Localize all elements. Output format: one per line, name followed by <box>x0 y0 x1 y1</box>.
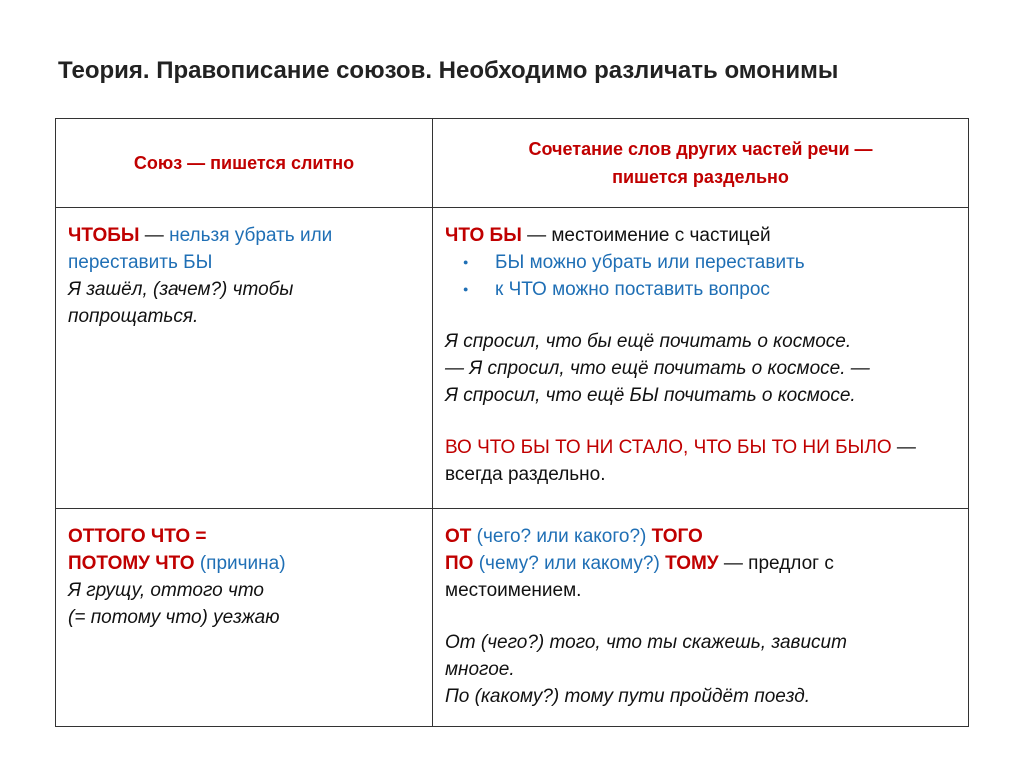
page-title: Теория. Правописание союзов. Необходимо различать омонимы <box>58 57 839 84</box>
question: (чего? или какого?) <box>471 526 652 547</box>
note: (причина) <box>194 553 286 574</box>
fixed-phrase: ВО ЧТО БЫ ТО НИ СТАЛО, ЧТО БЫ ТО НИ БЫЛО <box>445 437 892 458</box>
cell-chtoby <box>56 208 433 509</box>
example: (= потому что) уезжаю <box>68 607 280 628</box>
header-row <box>56 119 969 208</box>
example: Я зашёл, (зачем?) чтобы попрощаться. <box>68 279 294 327</box>
cell-ottogo <box>56 509 433 727</box>
example: — Я спросил, что ещё почитать о космосе. — <box>445 358 870 379</box>
term-line: ОТТОГО ЧТО = <box>68 526 207 547</box>
term: ЧТО БЫ <box>445 225 522 246</box>
header-right <box>433 119 969 208</box>
example: Я спросил, что ещё БЫ почитать о космосе. <box>445 385 856 406</box>
header-right-text: Сочетание слов других частей речи — пишется раздельно <box>528 139 873 187</box>
term: ТОМУ <box>665 553 719 574</box>
example: Я спросил, что бы ещё почитать о космосе. <box>445 331 852 352</box>
phrase-note: — всегда раздельно. <box>445 437 916 485</box>
dash: — <box>139 225 170 246</box>
table-row <box>56 208 969 509</box>
description: — местоимение с частицей <box>521 225 771 246</box>
rule: нельзя убрать или переставить БЫ <box>68 225 333 273</box>
question: (чему? или какому?) <box>473 553 666 574</box>
table-row <box>56 509 969 727</box>
conjunction-table <box>55 118 969 727</box>
header-left: Союз — пишется слитно <box>56 119 433 208</box>
cell-ot-togo <box>433 509 969 727</box>
description: — предлог с местоимением. <box>445 553 834 601</box>
term: ТОГО <box>651 526 703 547</box>
example: По (какому?) тому пути пройдёт поезд. <box>445 686 811 707</box>
term-line: ПОТОМУ ЧТО <box>68 553 195 574</box>
bullet-item: ● к ЧТО можно поставить вопрос <box>445 276 956 303</box>
bullet-item: ● БЫ можно убрать или переставить <box>445 249 956 276</box>
term: ОТ <box>445 526 472 547</box>
term: ПО <box>445 553 474 574</box>
example: Я грущу, оттого что <box>68 580 265 601</box>
cell-chto-by <box>433 208 969 509</box>
example: От (чего?) того, что ты скажешь, зависит многое. <box>445 632 847 680</box>
term: ЧТОБЫ <box>68 225 140 246</box>
